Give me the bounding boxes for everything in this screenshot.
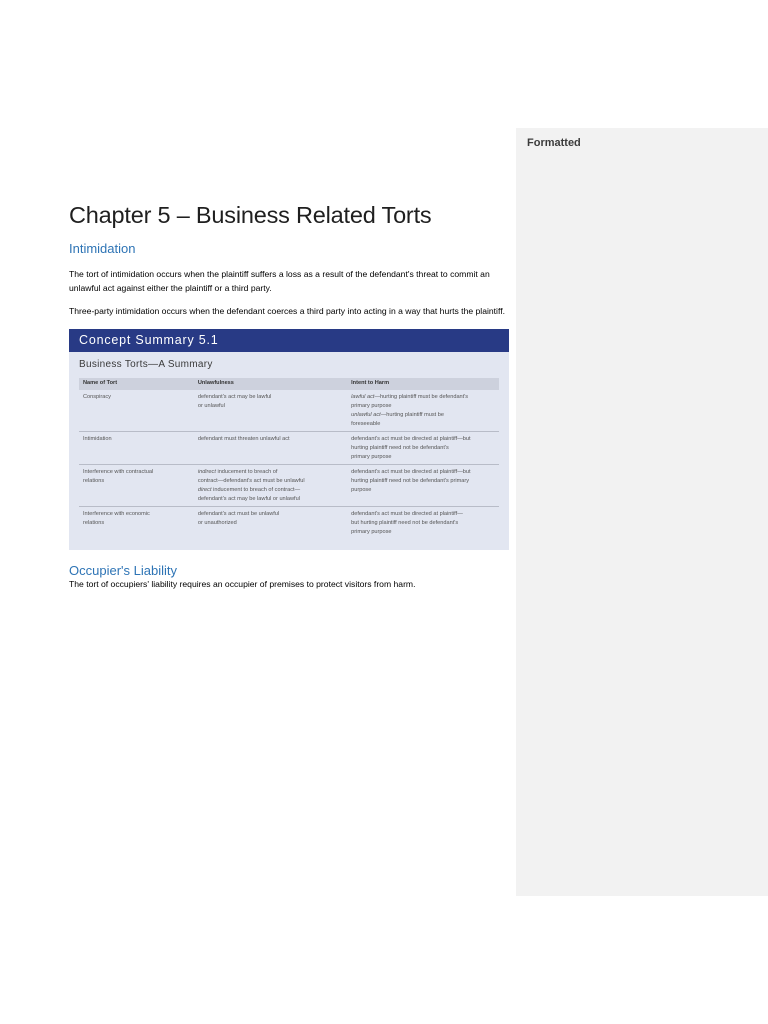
cell-line: primary purpose (351, 453, 392, 460)
cell-line: contract—defendant's act must be unlawful (197, 477, 305, 484)
table-cell-intent (347, 506, 499, 539)
cell-line: direct inducement to breach of contract— (197, 486, 301, 493)
italic-term: unlawful act (351, 411, 381, 418)
table-cell-intent (347, 390, 499, 432)
cell-line: foreseeable (351, 420, 381, 427)
cell-line: defendant's act must be directed at plaintiff—but (351, 468, 471, 475)
concept-summary-title: Concept Summary 5.1 (69, 329, 509, 352)
intimidation-paragraph: The tort of intimidation occurs when the plaintiff suffers a loss as a result of the defendant's threat to commit an unlawful act against either the plaintiff or a third party. (69, 269, 490, 293)
cell-line: or unlawful (197, 402, 225, 409)
concept-summary-subtitle: Business Torts—A Summary (79, 358, 213, 370)
cell-line: but hurting plaintiff need not be defendant's (351, 519, 459, 526)
cell-line: hurting plaintiff need not be defendant's primary (351, 477, 470, 484)
table-cell-intent (347, 431, 499, 464)
table-cell-unlawfulness (194, 506, 347, 539)
formatted-label: Formatted (527, 137, 581, 149)
intimidation-heading: Intimidation (69, 241, 136, 256)
table-row (79, 431, 499, 464)
cell-line: indirect inducement to breach of (197, 468, 278, 475)
cell-line: Conspiracy (83, 393, 111, 400)
document-page (69, 196, 509, 591)
table-row (79, 464, 499, 506)
table-row (79, 390, 499, 432)
cell-line: defendant must threaten unlawful act (197, 435, 290, 442)
cell-line: Interference with economic (83, 510, 150, 517)
occupiers-liability-paragraph: The tort of occupiers' liability requires an occupier of premises to protect visitors from harm. (69, 578, 416, 589)
table-cell-name (79, 506, 194, 539)
cell-line: defendant's act must be directed at plaintiff—but (351, 435, 471, 442)
table-cell-intent (347, 464, 499, 506)
cell-line: defendant's act may be lawful or unlawful (197, 495, 300, 502)
cell-line: Intimidation (83, 435, 112, 442)
cell-line: Interference with contractual (83, 468, 154, 475)
table-cell-name (79, 390, 194, 432)
three-party-paragraph: Three-party intimidation occurs when the defendant coerces a third party into acting in a way that hurts the plaintiff. (69, 306, 505, 316)
italic-term: direct (197, 486, 212, 493)
table-row (79, 506, 499, 539)
table-header-row (79, 378, 499, 390)
chapter-title: Chapter 5 – Business Related Torts (69, 202, 432, 228)
cell-line: hurting plaintiff need not be defendant's (351, 444, 449, 451)
header-unlawfulness: Unlawfulness (194, 378, 347, 390)
cell-line: defendant's act may be lawful (197, 393, 272, 400)
italic-term: lawful act (351, 393, 375, 400)
concept-summary-table (79, 378, 499, 539)
cell-line: purpose (351, 486, 372, 493)
cell-line: defendant's act must be unlawful (197, 510, 280, 517)
comment-pane (516, 128, 768, 896)
cell-line: relations (83, 519, 105, 526)
cell-line: lawful act—hurting plaintiff must be defendant's (351, 393, 469, 400)
header-name-of-tort: Name of Tort (79, 378, 194, 390)
cell-line: relations (83, 477, 105, 484)
table-cell-unlawfulness (194, 431, 347, 464)
table-cell-name (79, 464, 194, 506)
table-cell-unlawfulness (194, 464, 347, 506)
cell-line: unlawful act—hurting plaintiff must be (351, 411, 444, 418)
cell-line: primary purpose (351, 528, 392, 535)
occupiers-liability-heading: Occupier's Liability (69, 562, 177, 578)
cell-line: primary purpose (351, 402, 392, 409)
concept-summary-figure (69, 329, 509, 550)
cell-line: defendant's act must be directed at plaintiff— (351, 510, 463, 517)
table-cell-name (79, 431, 194, 464)
header-intent-to-harm: Intent to Harm (347, 378, 499, 390)
cell-line: or unauthorized (197, 519, 237, 526)
table-cell-unlawfulness (194, 390, 347, 432)
italic-term: indirect (197, 468, 216, 475)
